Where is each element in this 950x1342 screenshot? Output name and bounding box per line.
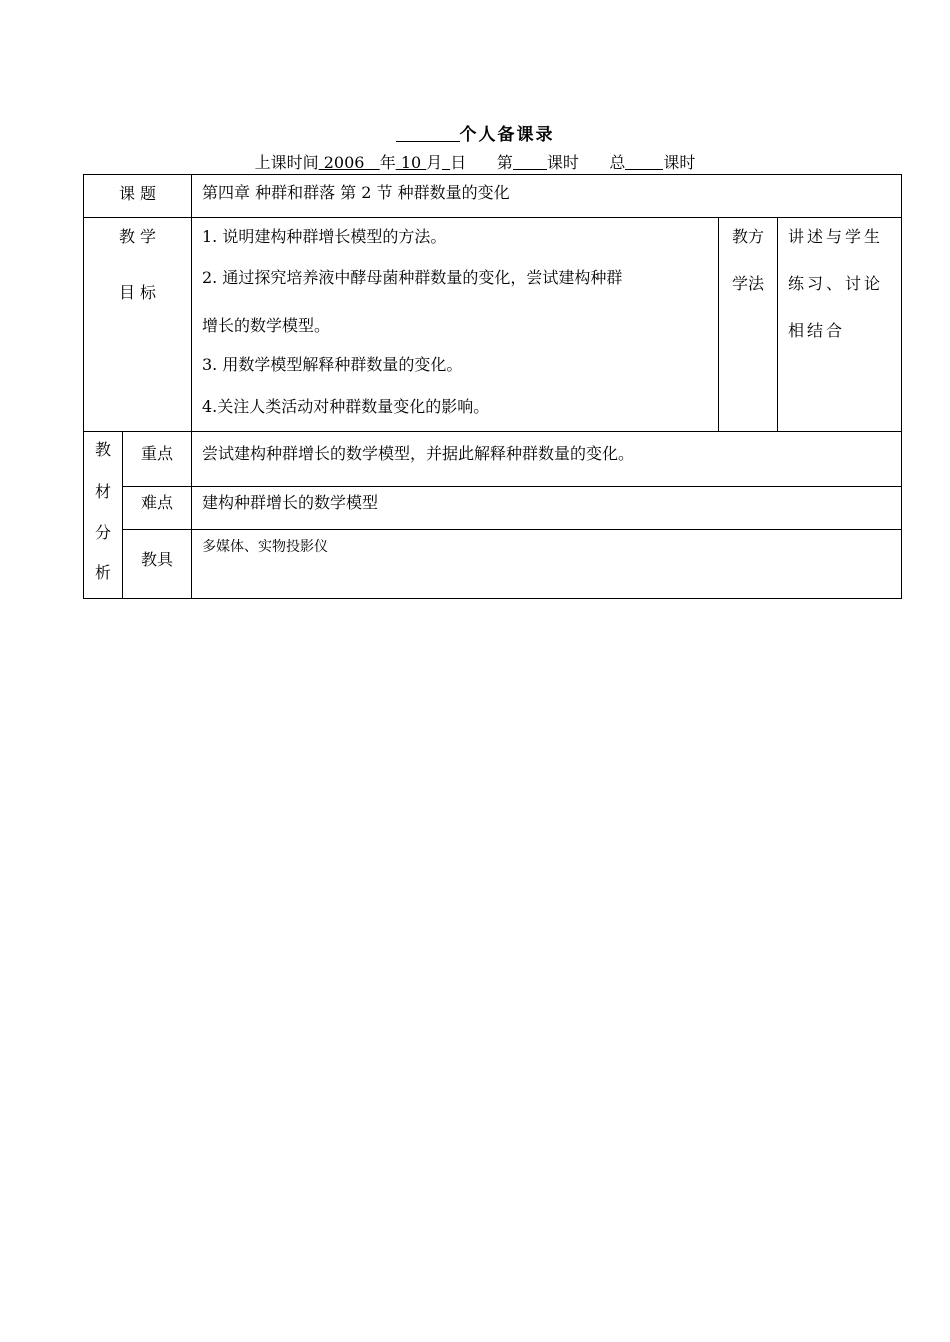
page-title: 个人备课录 <box>0 120 950 145</box>
total-blank <box>625 155 663 170</box>
name-blank <box>396 125 460 142</box>
key-point-value: 尝试建构种群增长的数学模型，并据此解释种群数量的变化。 <box>202 444 635 463</box>
tools-value: 多媒体、实物投影仪 <box>202 539 328 555</box>
goal-item: 1. 说明建构种群增长模型的方法。 <box>202 227 447 246</box>
method-line: 讲述与学生 <box>788 227 884 246</box>
goal-item: 2. 通过探究培养液中酵母菌种群数量的变化，尝试建构种群 <box>202 268 623 287</box>
difficult-point-value-cell <box>191 486 902 530</box>
difficult-point-label-cell: 难点 <box>122 486 192 530</box>
goals-label-cell: 教 学 目 标 <box>83 217 192 432</box>
key-point-value-cell <box>191 431 902 487</box>
difficult-point-value: 建构种群增长的数学模型 <box>202 493 379 512</box>
method-line: 相结合 <box>788 321 846 340</box>
tools-label-cell: 教具 <box>122 529 192 599</box>
topic-value: 第四章 种群和群落 第 2 节 种群数量的变化 <box>202 183 510 202</box>
tools-value-cell <box>191 529 902 599</box>
month-value: 10 <box>400 153 422 172</box>
method-content-cell <box>777 217 902 432</box>
method-line: 练习、讨论 <box>788 274 884 293</box>
lesson-blank <box>513 155 547 170</box>
year-value: 2006 <box>323 153 365 172</box>
key-point-label-cell: 重点 <box>122 431 192 487</box>
topic-value-cell <box>191 174 902 218</box>
date-line: 上课时间 2006 年 10 月 日 第 课时 总 课时 <box>254 153 696 172</box>
topic-label-cell: 课 题 <box>83 174 192 218</box>
goals-content-cell <box>191 217 719 432</box>
goal-item: 增长的数学模型。 <box>202 316 331 335</box>
goal-item: 3. 用数学模型解释种群数量的变化。 <box>202 355 463 374</box>
goal-item: 4.关注人类活动对种群数量变化的影响。 <box>202 397 490 416</box>
method-label-cell: 教方 学法 <box>718 217 778 432</box>
analysis-label-cell: 教 材 分 析 <box>83 431 123 599</box>
